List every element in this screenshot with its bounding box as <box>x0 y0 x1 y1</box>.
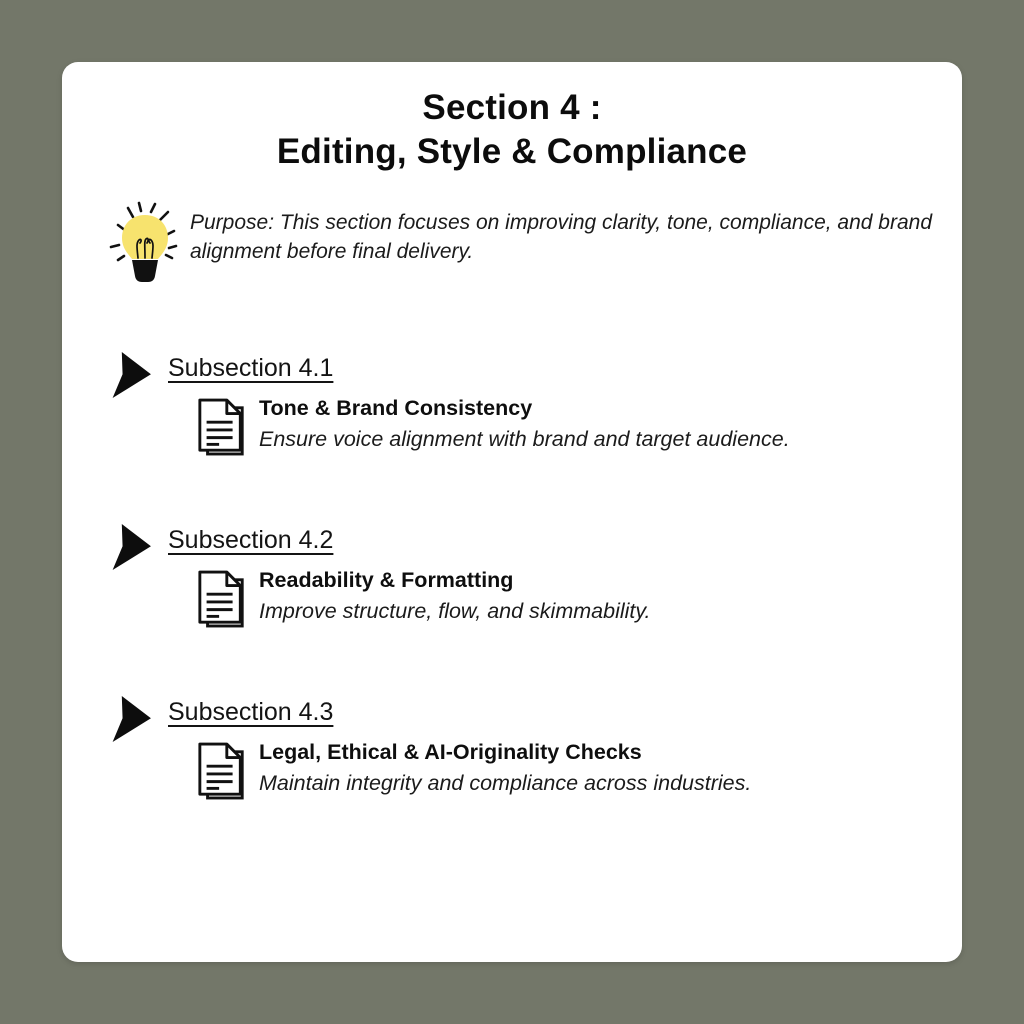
purpose-text: Purpose: This section focuses on improving clarity, tone, compliance, and brand alignment before final delivery. <box>190 211 932 263</box>
page-title-line1: Section 4 : <box>422 88 602 127</box>
arrowhead-icon <box>110 524 152 570</box>
page-title-line2: Editing, Style & Compliance <box>276 132 748 171</box>
subsection-heading: Tone & Brand Consistency <box>259 396 533 420</box>
subsection-heading: Readability & Formatting <box>259 568 514 592</box>
subsection-title-link[interactable]: Subsection 4.3 <box>168 698 334 726</box>
arrowhead-icon <box>110 696 152 742</box>
page-title <box>62 86 962 174</box>
subsection-description: Ensure voice alignment with brand and target audience. <box>259 427 790 451</box>
subsection-text-block <box>259 393 790 455</box>
subsection-4-2 <box>62 524 962 654</box>
subsection-text-block <box>259 737 751 799</box>
subsection-description: Improve structure, flow, and skimmability. <box>259 599 651 623</box>
document-icon <box>196 742 248 802</box>
subsection-title-link[interactable]: Subsection 4.1 <box>168 354 334 382</box>
subsection-text-block <box>259 565 651 627</box>
document-icon <box>196 398 248 458</box>
content-card <box>62 62 962 962</box>
subsection-title-link[interactable]: Subsection 4.2 <box>168 526 334 554</box>
subsection-description: Maintain integrity and compliance across industries. <box>259 771 752 795</box>
subsection-heading: Legal, Ethical & AI-Originality Checks <box>259 740 642 764</box>
lightbulb-icon <box>106 198 184 292</box>
arrowhead-icon <box>110 352 152 398</box>
subsection-4-3 <box>62 696 962 826</box>
document-icon <box>196 570 248 630</box>
subsection-4-1 <box>62 352 962 482</box>
